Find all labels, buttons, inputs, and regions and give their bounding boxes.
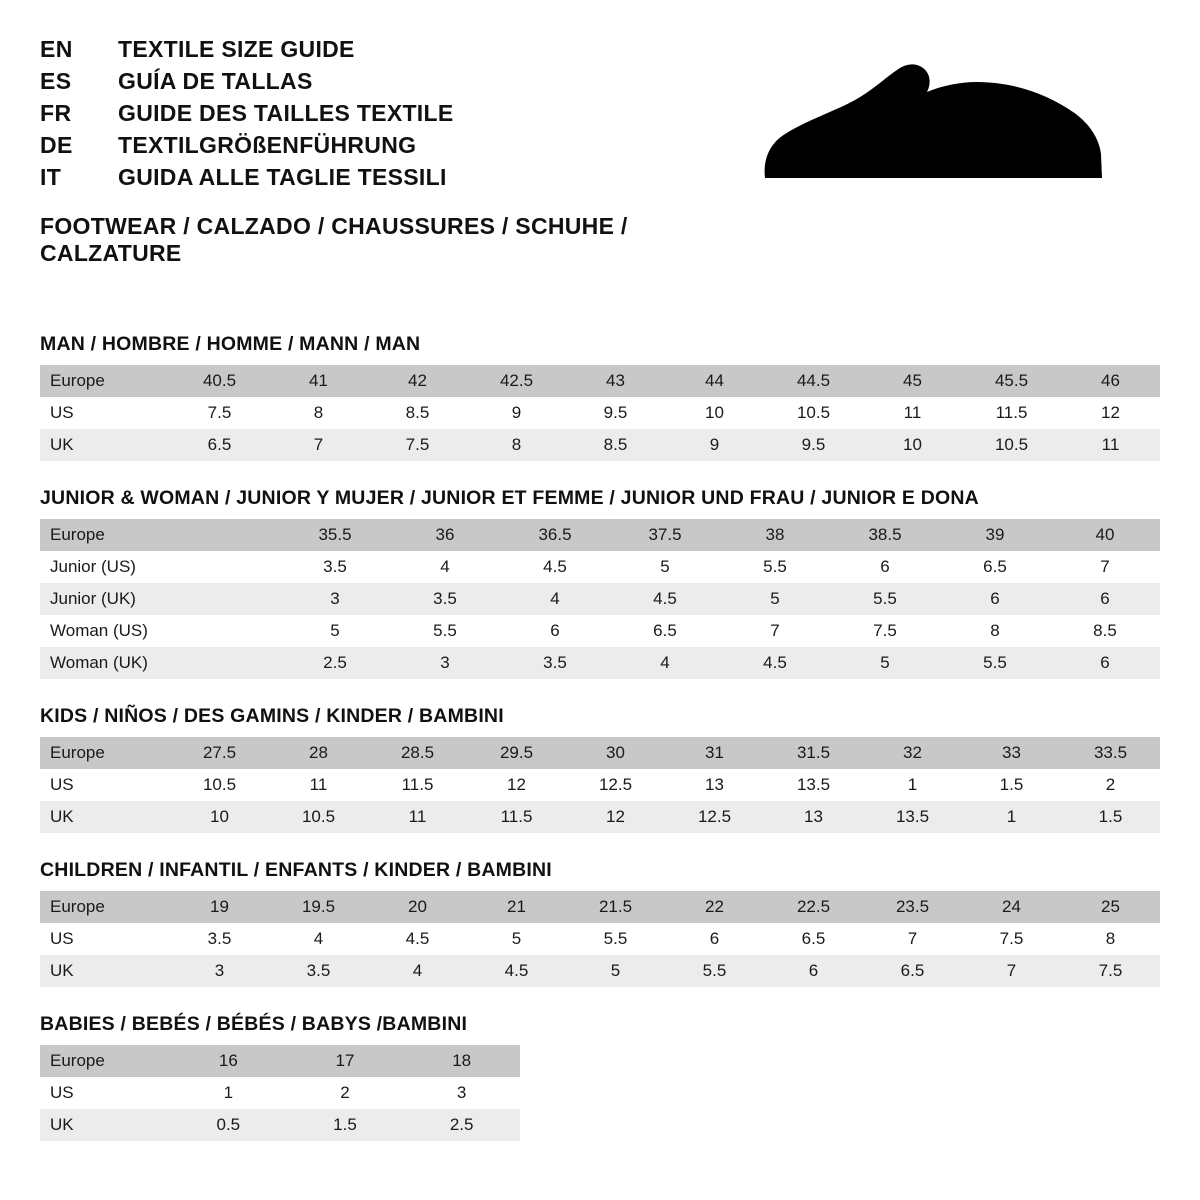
size-table-babies: [40, 1045, 520, 1141]
cell: 6: [665, 923, 764, 955]
row-label: Europe: [40, 365, 170, 397]
language-code: IT: [40, 164, 62, 190]
row-label: Europe: [40, 1045, 170, 1077]
row-label: Woman (US): [40, 615, 170, 647]
section-title: JUNIOR & WOMAN / JUNIOR Y MUJER / JUNIOR ET FEMME / JUNIOR UND FRAU / JUNIOR E DONA: [40, 487, 979, 509]
cell: 10: [170, 801, 269, 833]
cell: 43: [566, 365, 665, 397]
cell: 7.5: [170, 397, 269, 429]
section-man: [40, 333, 1160, 461]
cell: 5: [720, 583, 830, 615]
cell: 31.5: [764, 737, 863, 769]
row-label: Junior (UK): [40, 583, 170, 615]
section-title: KIDS / NIÑOS / DES GAMINS / KINDER / BAMBINI: [40, 705, 504, 727]
cell: 23.5: [863, 891, 962, 923]
cell: 41: [269, 365, 368, 397]
cell: 11: [1061, 429, 1160, 461]
section-title: BABIES / BEBÉS / BÉBÉS / BABYS /BAMBINI: [40, 1013, 468, 1035]
table-row: [40, 519, 1160, 551]
section-title: MAN / HOMBRE / HOMME / MANN / MAN: [40, 333, 421, 355]
language-title: GUIDA ALLE TAGLIE TESSILI: [118, 164, 447, 190]
cell: 7: [720, 615, 830, 647]
cell: 7.5: [962, 923, 1061, 955]
language-code: ES: [40, 68, 72, 94]
cell: 7.5: [1061, 955, 1160, 987]
cell: 3.5: [269, 955, 368, 987]
row-label: Woman (UK): [40, 647, 170, 679]
cell: 31: [665, 737, 764, 769]
cell: [170, 519, 280, 551]
cell: 12.5: [665, 801, 764, 833]
cell: 4: [368, 955, 467, 987]
cell: 42.5: [467, 365, 566, 397]
table-row: [40, 769, 1160, 801]
cell: 2: [287, 1077, 404, 1109]
cell: 5.5: [665, 955, 764, 987]
cell: [170, 647, 280, 679]
table-row: [40, 737, 1160, 769]
cell: 11.5: [467, 801, 566, 833]
section-babies: [40, 1013, 1160, 1141]
table-row: [40, 647, 1160, 679]
cell: 40.5: [170, 365, 269, 397]
table-row: [40, 1077, 520, 1109]
cell: 4.5: [368, 923, 467, 955]
cell: 5: [280, 615, 390, 647]
cell: 3: [390, 647, 500, 679]
language-list: [40, 36, 755, 191]
cell: 46: [1061, 365, 1160, 397]
row-label: Europe: [40, 737, 170, 769]
cell: 9: [467, 397, 566, 429]
cell: 6.5: [610, 615, 720, 647]
language-title: TEXTILGRÖßENFÜHRUNG: [118, 132, 417, 158]
cell: 20: [368, 891, 467, 923]
section-children: [40, 859, 1160, 987]
cell: 6.5: [863, 955, 962, 987]
cell: 8.5: [368, 397, 467, 429]
cell: 9: [665, 429, 764, 461]
cell: 10.5: [170, 769, 269, 801]
cell: 7: [269, 429, 368, 461]
cell: 5.5: [830, 583, 940, 615]
cell: 3.5: [390, 583, 500, 615]
row-label: UK: [40, 1109, 170, 1141]
cell: 7: [962, 955, 1061, 987]
cell: 2.5: [403, 1109, 520, 1141]
cell: 22.5: [764, 891, 863, 923]
language-title: GUIDE DES TAILLES TEXTILE: [118, 100, 454, 126]
section-title: CHILDREN / INFANTIL / ENFANTS / KINDER / BAMBINI: [40, 859, 552, 881]
cell: 3.5: [500, 647, 610, 679]
language-code: DE: [40, 132, 73, 158]
cell: 3.5: [280, 551, 390, 583]
cell: 25: [1061, 891, 1160, 923]
cell: 6: [764, 955, 863, 987]
header-text-block: [40, 30, 755, 267]
cell: 4.5: [467, 955, 566, 987]
language-title: GUÍA DE TALLAS: [118, 68, 313, 94]
cell: 29.5: [467, 737, 566, 769]
table-row: [40, 1109, 520, 1141]
cell: 5: [830, 647, 940, 679]
section-kids: [40, 705, 1160, 833]
cell: 30: [566, 737, 665, 769]
cell: 28.5: [368, 737, 467, 769]
cell: 4: [390, 551, 500, 583]
cell: 11: [863, 397, 962, 429]
row-label: UK: [40, 429, 170, 461]
language-row: [40, 164, 755, 191]
cell: 5: [467, 923, 566, 955]
cell: 36: [390, 519, 500, 551]
cell: 6: [830, 551, 940, 583]
cell: 2.5: [280, 647, 390, 679]
cell: 8: [467, 429, 566, 461]
table-row: [40, 1045, 520, 1077]
row-label: US: [40, 769, 170, 801]
cell: 3: [280, 583, 390, 615]
row-label: Europe: [40, 519, 170, 551]
cell: 10.5: [269, 801, 368, 833]
cell: 9.5: [764, 429, 863, 461]
cell: [170, 583, 280, 615]
section-junior-woman: [40, 487, 1160, 679]
table-row: [40, 551, 1160, 583]
size-table-man: [40, 365, 1160, 461]
table-row: [40, 583, 1160, 615]
cell: 11.5: [962, 397, 1061, 429]
cell: 5.5: [390, 615, 500, 647]
cell: 44.5: [764, 365, 863, 397]
cell: 19: [170, 891, 269, 923]
cell: [170, 615, 280, 647]
cell: 10.5: [962, 429, 1061, 461]
cell: 44: [665, 365, 764, 397]
cell: 8.5: [566, 429, 665, 461]
cell: 8: [269, 397, 368, 429]
cell: 1.5: [287, 1109, 404, 1141]
cell: 38.5: [830, 519, 940, 551]
cell: 22: [665, 891, 764, 923]
cell: 5.5: [566, 923, 665, 955]
cell: 4: [500, 583, 610, 615]
cell: 3.5: [170, 923, 269, 955]
cell: 8.5: [1050, 615, 1160, 647]
row-label: UK: [40, 801, 170, 833]
row-label: Junior (US): [40, 551, 170, 583]
cell: 18: [403, 1045, 520, 1077]
cell: 0.5: [170, 1109, 287, 1141]
cell: 6: [500, 615, 610, 647]
page-header: [40, 30, 1160, 267]
cell: 11.5: [368, 769, 467, 801]
cell: 6.5: [764, 923, 863, 955]
cell: 28: [269, 737, 368, 769]
row-label: Europe: [40, 891, 170, 923]
row-label: US: [40, 397, 170, 429]
cell: 6: [940, 583, 1050, 615]
cell: 4: [610, 647, 720, 679]
table-row: [40, 429, 1160, 461]
cell: 4.5: [720, 647, 830, 679]
cell: 4: [269, 923, 368, 955]
cell: 1.5: [962, 769, 1061, 801]
dress-shoe-icon: [755, 60, 1105, 195]
category-title: FOOTWEAR / CALZADO / CHAUSSURES / SCHUHE / CALZATURE: [40, 213, 628, 266]
cell: 21: [467, 891, 566, 923]
cell: 3: [170, 955, 269, 987]
cell: 33.5: [1061, 737, 1160, 769]
table-row: [40, 615, 1160, 647]
cell: 11: [269, 769, 368, 801]
cell: 12.5: [566, 769, 665, 801]
row-label: UK: [40, 955, 170, 987]
cell: 37.5: [610, 519, 720, 551]
cell: 45.5: [962, 365, 1061, 397]
language-row: [40, 36, 755, 63]
cell: 5: [610, 551, 720, 583]
size-table-children: [40, 891, 1160, 987]
cell: 7.5: [830, 615, 940, 647]
cell: 6: [1050, 583, 1160, 615]
table-row: [40, 365, 1160, 397]
table-row: [40, 923, 1160, 955]
cell: 13.5: [764, 769, 863, 801]
cell: 42: [368, 365, 467, 397]
cell: 3: [403, 1077, 520, 1109]
cell: 1: [170, 1077, 287, 1109]
language-title: TEXTILE SIZE GUIDE: [118, 36, 355, 62]
cell: 39: [940, 519, 1050, 551]
size-table-kids: [40, 737, 1160, 833]
cell: 8: [1061, 923, 1160, 955]
cell: 8: [940, 615, 1050, 647]
language-row: [40, 132, 755, 159]
cell: 35.5: [280, 519, 390, 551]
cell: 7: [863, 923, 962, 955]
cell: 5.5: [720, 551, 830, 583]
cell: 1: [962, 801, 1061, 833]
cell: 12: [566, 801, 665, 833]
cell: 40: [1050, 519, 1160, 551]
cell: 36.5: [500, 519, 610, 551]
cell: 1: [863, 769, 962, 801]
language-row: [40, 68, 755, 95]
cell: 19.5: [269, 891, 368, 923]
cell: 10: [863, 429, 962, 461]
language-code: EN: [40, 36, 73, 62]
cell: 10.5: [764, 397, 863, 429]
table-row: [40, 891, 1160, 923]
cell: 6.5: [170, 429, 269, 461]
table-row: [40, 801, 1160, 833]
table-row: [40, 955, 1160, 987]
cell: 12: [467, 769, 566, 801]
cell: 10: [665, 397, 764, 429]
cell: 17: [287, 1045, 404, 1077]
cell: 6: [1050, 647, 1160, 679]
cell: 21.5: [566, 891, 665, 923]
size-tables: [40, 333, 1160, 1141]
cell: 5: [566, 955, 665, 987]
cell: 7: [1050, 551, 1160, 583]
cell: 4.5: [500, 551, 610, 583]
cell: 24: [962, 891, 1061, 923]
cell: 13.5: [863, 801, 962, 833]
language-row: [40, 100, 755, 127]
cell: 13: [665, 769, 764, 801]
row-label: US: [40, 923, 170, 955]
size-table-junior-woman: [40, 519, 1160, 679]
cell: 11: [368, 801, 467, 833]
cell: 1.5: [1061, 801, 1160, 833]
cell: 16: [170, 1045, 287, 1077]
cell: 5.5: [940, 647, 1050, 679]
cell: 38: [720, 519, 830, 551]
cell: 9.5: [566, 397, 665, 429]
cell: 6.5: [940, 551, 1050, 583]
cell: 33: [962, 737, 1061, 769]
cell: 4.5: [610, 583, 720, 615]
cell: 27.5: [170, 737, 269, 769]
row-label: US: [40, 1077, 170, 1109]
cell: 45: [863, 365, 962, 397]
cell: 32: [863, 737, 962, 769]
table-row: [40, 397, 1160, 429]
cell: 12: [1061, 397, 1160, 429]
cell: 7.5: [368, 429, 467, 461]
cell: 2: [1061, 769, 1160, 801]
language-code: FR: [40, 100, 72, 126]
cell: 13: [764, 801, 863, 833]
cell: [170, 551, 280, 583]
